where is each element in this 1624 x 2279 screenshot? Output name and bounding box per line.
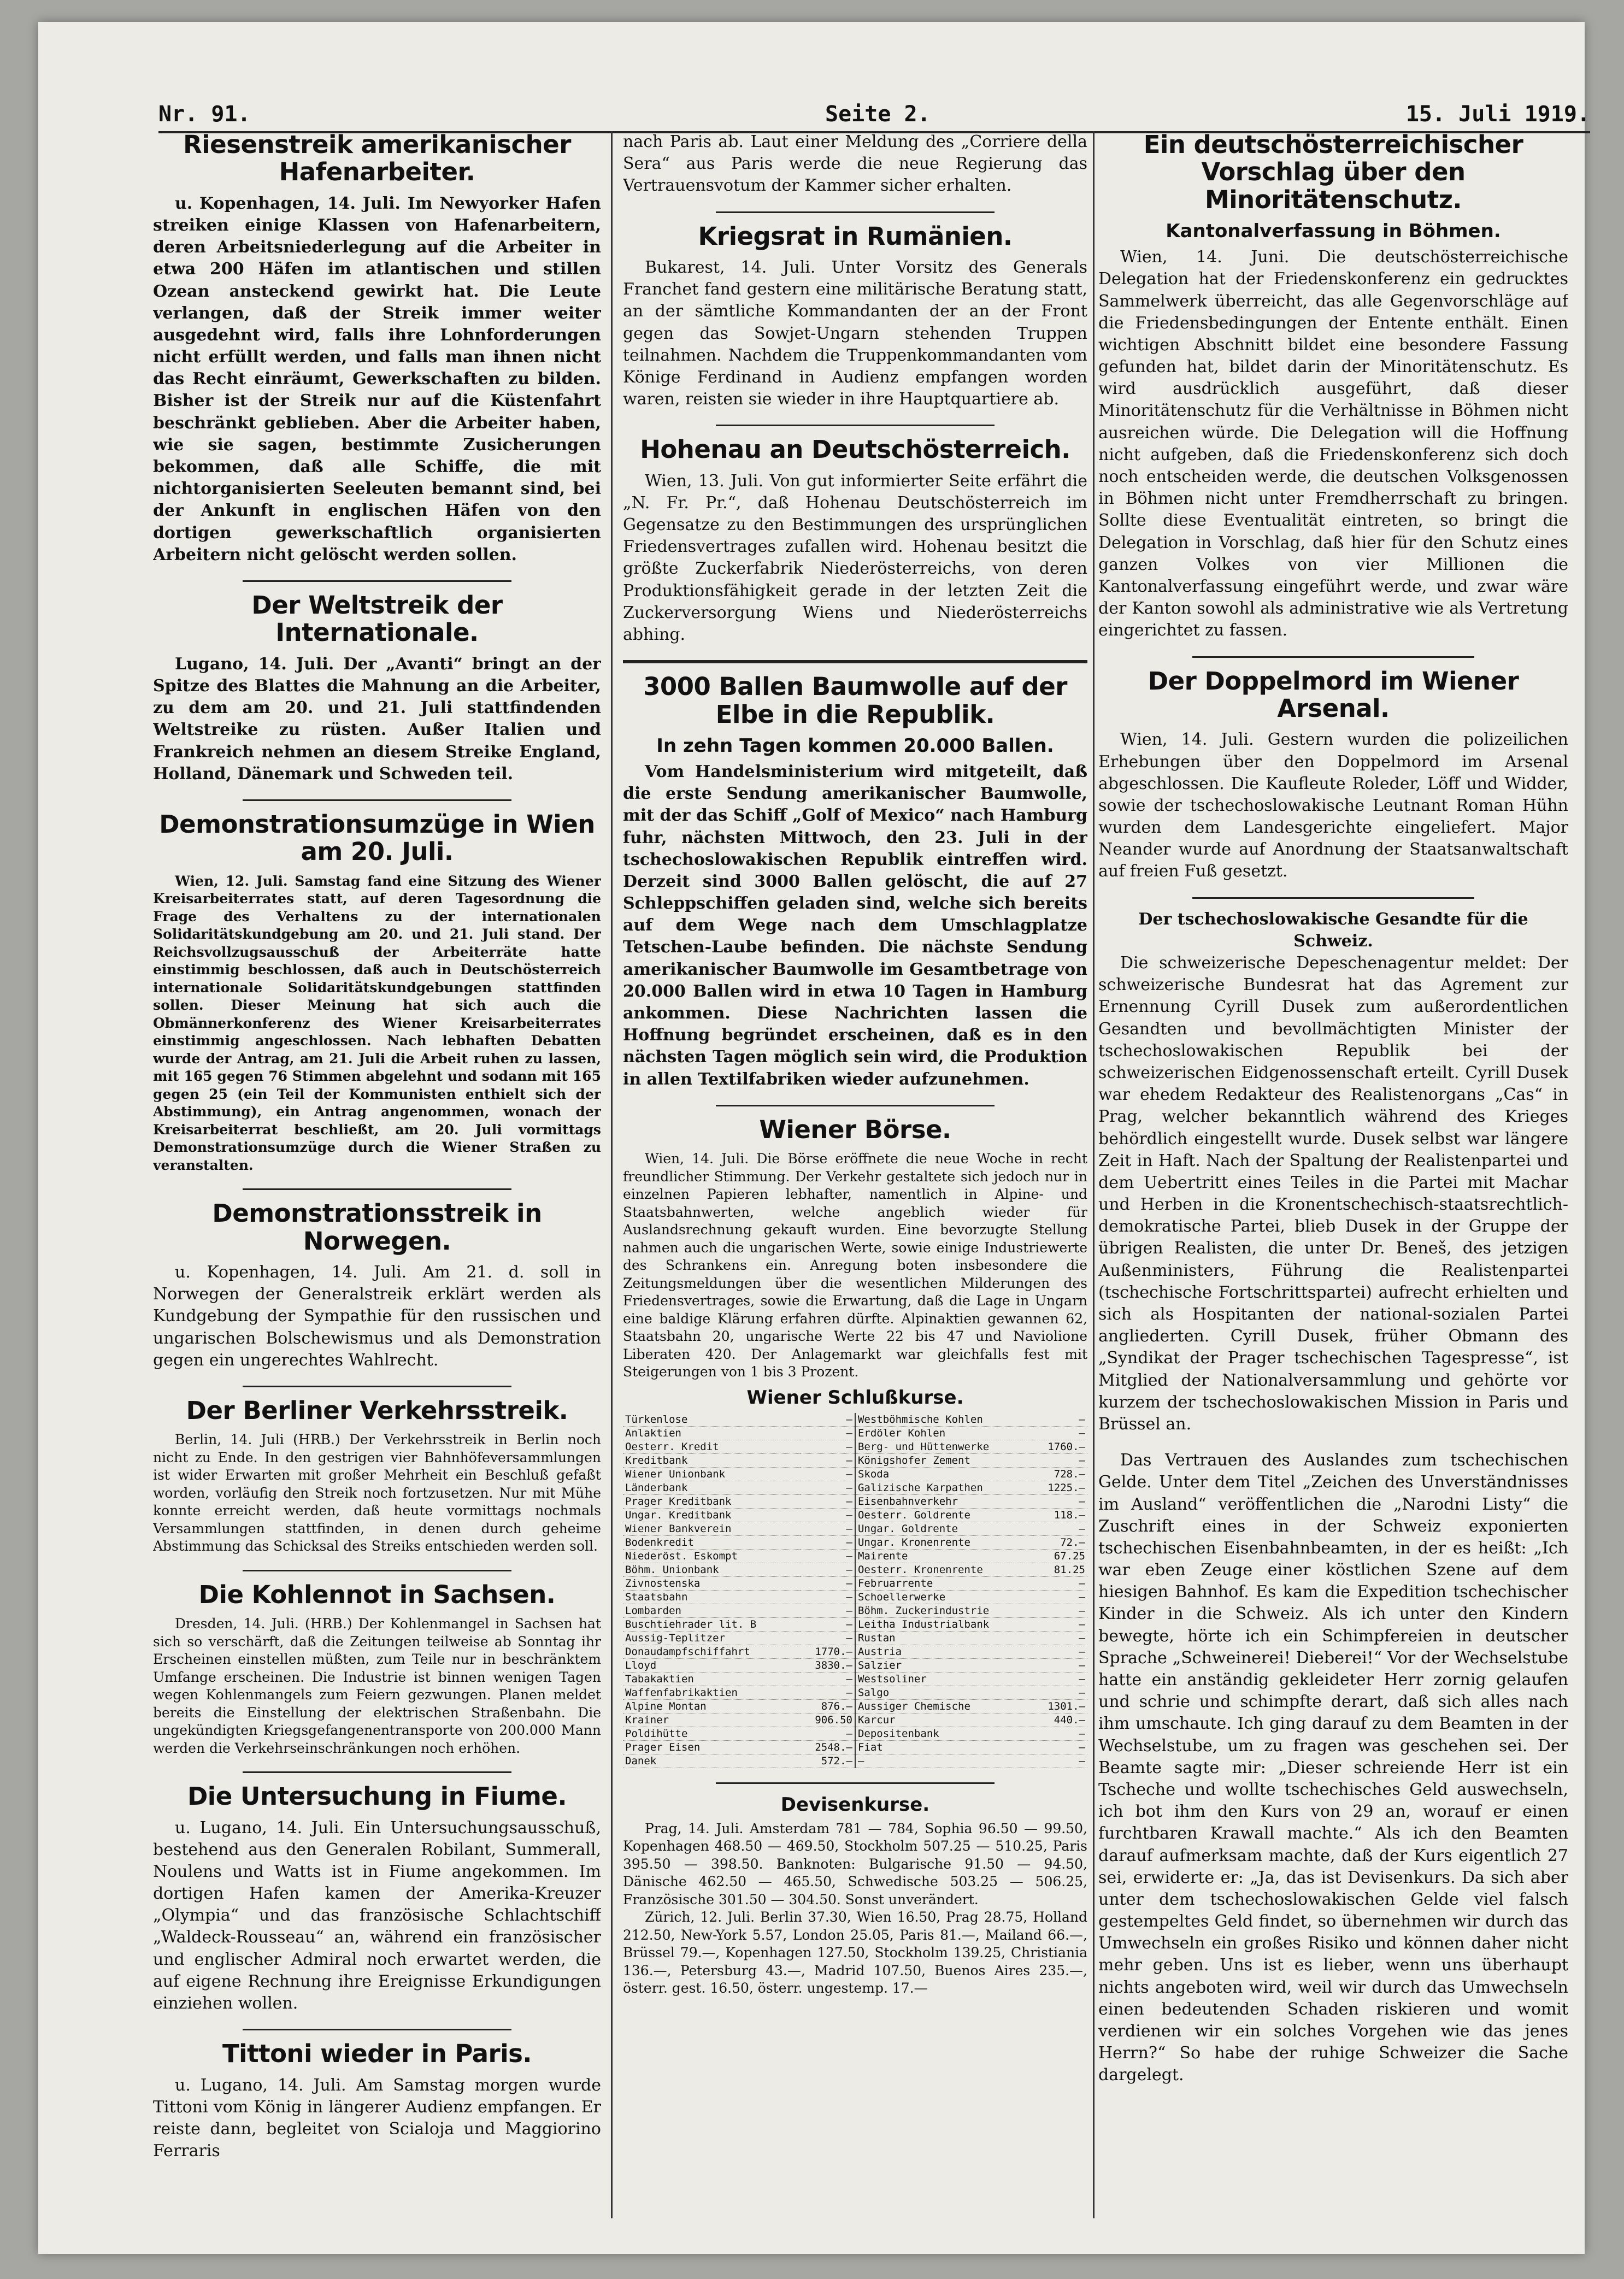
article-kriegsrat [623, 223, 1087, 411]
security-name: Austria [855, 1645, 1033, 1658]
security-price: — [1033, 1672, 1087, 1686]
security-price: — [800, 1494, 855, 1508]
headline: 3000 Ballen Baumwolle auf der Elbe in die Republik. [643, 672, 1067, 729]
security-name: Wiener Bankverein [623, 1522, 800, 1535]
page-number: Seite 2. [825, 102, 931, 127]
security-name: Ungar. Kreditbank [623, 1508, 800, 1522]
article-body: Wien, 13. Juli. Von gut informierter Seite erfährt die „N. Fr. Pr.“, daß Hohenau Deutschösterreich im Gegensatze zu den Bestimmungen des ursprünglichen Friedensvertrages zufallen wird. Hohenau besitzt die größte Zuckerfabrik Niederösterreichs, von deren Produktionsfähigkeit gerade in der letzten Zeit die Zuckerversorgung Wiens und Niederösterreichs abhing. [623, 471, 1087, 644]
security-price: — [1033, 1413, 1087, 1427]
headline: Ein deutschösterreichischer Vorschlag über den Minoritätenschutz. [1143, 131, 1523, 214]
security-price: — [1033, 1590, 1087, 1604]
kurse-row [623, 1508, 1087, 1522]
security-price: — [800, 1617, 855, 1631]
security-price: — [800, 1631, 855, 1645]
security-name: Wiener Unionbank [623, 1467, 800, 1481]
security-name: Oesterr. Kronenrente [855, 1563, 1033, 1576]
kurse-row [623, 1658, 1087, 1672]
security-name: Krainer [623, 1713, 800, 1727]
article-body: u. Kopenhagen, 14. Juli. Im Newyorker Hafen streiken einige Klassen von Hafenarbeitern, deren Arbeitsniederlegung auf die Arbeiter in etwa 200 Häfen im atlantischen und stillen Ozean ansteckend gewirkt hat. Die Leute verlangen, daß der Streik immer weiter ausgedehnt wird, falls ihre Lohnforderungen nicht erfüllt werden, und falls man ihnen nicht das Recht einräumt, Gewerkschaften zu bilden. Bisher ist der Streik nur auf die Küstenfahrt beschränkt geblieben. Aber die Arbeiter haben, wie sie sagen, bestimmte Zusicherungen bekommen, daß alle Schiffe, die mit nichtorganisierten Seeleuten bemannt sind, bei der Ankunft in englischen Häfen von den dortigen gewerkschaftlich organisierten Arbeitern nicht gelöscht werden sollen. [153, 193, 601, 564]
column-rule-1 [611, 131, 613, 2218]
security-name: Fiat [855, 1740, 1033, 1754]
issue-number: Nr. 91. [158, 102, 251, 127]
security-price: 728.— [1033, 1467, 1087, 1481]
security-name: Alpine Montan [623, 1699, 800, 1713]
kurse-row [623, 1672, 1087, 1686]
column-right [1098, 131, 1568, 2218]
kurse-row [623, 1617, 1087, 1631]
security-price: — [800, 1727, 855, 1740]
security-price: 1760.— [1033, 1440, 1087, 1453]
page-header [158, 98, 1590, 133]
security-price: — [800, 1440, 855, 1453]
headline: Der Weltstreik der Internationale. [251, 590, 503, 647]
article-demonstrationsumzuege [153, 811, 601, 1174]
security-name: Lloyd [623, 1658, 800, 1672]
security-name: Leitha Industrialbank [855, 1617, 1033, 1631]
security-price: — [800, 1590, 855, 1604]
issue-date: 15. Juli 1919. [1405, 102, 1590, 127]
article-body-title: Der tschechoslowakische Gesandte für die Schweiz. [1138, 909, 1528, 951]
article-weltstreik [153, 592, 601, 785]
column-middle [623, 131, 1087, 2218]
kurse-row [623, 1494, 1087, 1508]
article-vertrauen-ausland [1098, 1450, 1568, 2086]
article-norwegen [153, 1200, 601, 1371]
subheadline: In zehn Tagen kommen 20.000 Ballen. [656, 734, 1054, 757]
security-name: Zivnostenska [623, 1576, 800, 1590]
article-hafenarbeiter [153, 131, 601, 566]
security-name: Rustan [855, 1631, 1033, 1645]
security-price: — [800, 1481, 855, 1494]
security-name: Mairente [855, 1549, 1033, 1563]
kurse-row [623, 1413, 1087, 1427]
security-price: 72.— [1033, 1535, 1087, 1549]
article-continuation [623, 131, 1087, 197]
security-price: — [800, 1549, 855, 1563]
security-name: Kreditbank [623, 1453, 800, 1467]
security-price: 1301.— [1033, 1699, 1087, 1713]
article-body: Das Vertrauen des Auslandes zum tschechischen Gelde. Unter dem Titel „Zeichen des Unverständnisses im Ausland“ veröffentlichen die „Narodni Listy“ die Zuschrift eines in der Schweiz exponierten tschechischen Eisenbahnbeamten, in der es heißt: „Ich war eben Zeuge einer köstlichen Szene auf dem hiesigen Bahnhof. Es kam die Expedition tschechischer Kinder in die Schweiz. Als ich unter den Kindern bewegte, hörte ich ein Schimpfereien in deutscher Sprache „Schweinerei! Dieberei!“ Vor der Wechselstube hatte ein anständig gekleideter Herr zornig gelaufen und schrie und schimpfte derart, daß sich alles nach ihm umschaute. Ich ging darauf zu dem Beamten in der Wechselstube, um zu fragen was geschehen sei. Der Beamte sagte mir: „Dieser schreiende Herr ist ein Tscheche und wollte tschechisches Geld auswechseln, ich bot ihm den Kurs von 29 an, worauf er einen furchtbaren Krawall machte.“ Als ich den Beamten darauf aufmerksam machte, daß der Kurs eigentlich 27 sei, erwiderte er: „Ja, das ist Devisenkurs. Da sich aber unter dem tschechoslowakischen Gelde viel falsch gestempeltes Geld findet, so übernehmen wir durch das Umwechseln ein großes Risiko und können daher nicht mehr geben. Uns ist es lieber, wenn uns überhaupt nichts angeboten wird, weil wir durch das Umwechseln einen bedeutenden Schaden riskieren und womit verdienen wir ein solches Vorgehen wie das jenes Herrn?“ So habe der ruhige Schweizer die Sache dargelegt. [1098, 1451, 1568, 2085]
security-name: Böhm. Unionbank [623, 1563, 800, 1576]
security-name: Salgo [855, 1686, 1033, 1699]
security-price: — [1033, 1754, 1087, 1768]
security-name: Poldihütte [623, 1727, 800, 1740]
kurse-row [623, 1754, 1087, 1768]
security-name: Eisenbahnverkehr [855, 1494, 1033, 1508]
security-price: — [1033, 1604, 1087, 1617]
kurse-row [623, 1563, 1087, 1576]
security-price: — [800, 1508, 855, 1522]
article-body: u. Kopenhagen, 14. Juli. Am 21. d. soll in Norwegen der Generalstreik erklärt werden als Kundgebung der Sympathie für den russischen und ungarischen Bolschewismus und als Demonstration gegen ein ungerechtes Wahlrecht. [153, 1262, 601, 1370]
article-body: Dresden, 14. Juli. (HRB.) Der Kohlenmangel in Sachsen hat sich so verschärft, daß die Zeitungen teilweise ab Sonntag ihr Erscheinen einstellen müßten, zum Teile nur in beschränktem Umfange erscheinen. Die Industrie ist binnen wenigen Tagen wegen Kohlenmangels zum Feiern gezwungen. Planen meldet bereits die Einstellung der elektrischen Straßenbahn. Die ungekündigten Kriegsgefangenentransporte von 200.000 Mann werden die Verkehrseinschränkungen noch erhöhen. [153, 1616, 601, 1756]
security-name: Anlaktien [623, 1426, 800, 1440]
security-price: — [1033, 1617, 1087, 1631]
security-price: — [1033, 1686, 1087, 1699]
kurse-row [623, 1686, 1087, 1699]
security-name: Donaudampfschiffahrt [623, 1645, 800, 1658]
security-name: Aussiger Chemische [855, 1699, 1033, 1713]
headline: Demonstrationsumzüge in Wien am 20. Juli. [159, 809, 595, 867]
kurse-row [623, 1467, 1087, 1481]
security-price: — [1033, 1658, 1087, 1672]
security-price: — [800, 1604, 855, 1617]
headline: Tittoni wieder in Paris. [222, 2039, 532, 2069]
security-price: — [800, 1453, 855, 1467]
security-name: Schoellerwerke [855, 1590, 1033, 1604]
article-body: Lugano, 14. Juli. Der „Avanti“ bringt an der Spitze des Blattes die Mahnung an die Arbeiter, zu dem am 20. und 21. Juli stattfindenden Weltstreike zu rüsten. Außer Italien und Frankreich nehmen an diesem Streike England, Holland, Dänemark und Schweden teil. [153, 654, 601, 784]
security-price: — [800, 1563, 855, 1576]
kurse-row [623, 1576, 1087, 1590]
headline: Wiener Börse. [759, 1115, 951, 1144]
security-name: Niederöst. Eskompt [623, 1549, 800, 1563]
article-tittoni [153, 2040, 601, 2162]
security-name: Tabakaktien [623, 1672, 800, 1686]
security-name: Länderbank [623, 1481, 800, 1494]
column-left [153, 131, 601, 2218]
kurse-row [623, 1590, 1087, 1604]
headline: Die Untersuchung in Fiume. [187, 1782, 567, 1811]
security-price: 118.— [1033, 1508, 1087, 1522]
security-price: 440.— [1033, 1713, 1087, 1727]
security-price: 876.— [800, 1699, 855, 1713]
headline: Die Kohlennot in Sachsen. [198, 1580, 556, 1609]
security-name: Februarrente [855, 1576, 1033, 1590]
security-name: Königshofer Zement [855, 1453, 1033, 1467]
security-price: — [1033, 1494, 1087, 1508]
security-price: — [800, 1672, 855, 1686]
devisen-prag: Prag, 14. Juli. Amsterdam 781 — 784, Sophia 96.50 — 99.50, Kopenhagen 468.50 — 469.50, Stockholm 507.25 — 510.25, Paris 395.50 — 398.50. Banknoten: Bulgarische 91.50 — 94.50, Dänische 462.50 — 465.50, Schwedische 503.25 — 506.25, Französische 301.50 — 304.50. Sonst unverändert. [623, 1820, 1087, 1907]
kurse-row [623, 1631, 1087, 1645]
headline: Hohenau an Deutschösterreich. [640, 435, 1070, 464]
headline: Der Berliner Verkehrsstreik. [186, 1395, 568, 1425]
security-name: Berg- und Hüttenwerke [855, 1440, 1033, 1453]
article-baumwolle [623, 673, 1087, 1091]
kurse-row [623, 1481, 1087, 1494]
article-body: u. Lugano, 14. Juli. Ein Untersuchungsausschuß, bestehend aus den Generalen Robilant, Summerall, Noulens und Watts ist in Fiume angekommen. Im dortigen Hafen kamen der Amerika-Kreuzer „Olympia“ und das französische Schlachtschiff „Waldeck-Rousseau“ an, während ein französischer und englischer Admiral noch erwartet werden, die auf eigene Rechnung ihre Ereignisse Erkundigungen einziehen wollen. [153, 1818, 601, 2013]
security-name: Waffenfabrikaktien [623, 1686, 800, 1699]
security-price: — [1033, 1727, 1087, 1740]
security-price: — [1033, 1453, 1087, 1467]
headline: Kriegsrat in Rumänien. [698, 221, 1013, 251]
security-price: 2548.— [800, 1740, 855, 1754]
security-price: — [1033, 1645, 1087, 1658]
security-price: — [800, 1686, 855, 1699]
article-boerse [623, 1116, 1087, 1768]
article-body: Vom Handelsministerium wird mitgeteilt, daß die erste Sendung amerikanischer Baumwolle, mit der das Schiff „Golf of Mexico“ nach Hamburg fuhr, nächsten Mittwoch, den 23. Juli in der tschechoslowakischen Republik eintreffen wird. Derzeit sind 3000 Ballen gelöscht, die auf 27 Schleppschiffen geladen sind, welche sich bereits auf dem Wege nach dem Umschlagplatze Tetschen-Laube befinden. Die nächste Sendung amerikanischer Baumwolle im Gesamtbetrage von 20.000 Ballen wird in etwa 10 Tagen in Hamburg ankommen. Diese Nachrichten lassen die Hoffnung begründet erscheinen, daß es in den nächsten Tagen möglich sein wird, die Produktion in allen Textilfabriken wieder aufzunehmen. [623, 762, 1087, 1089]
article-verkehrsstreik [153, 1397, 601, 1556]
article-kohlennot [153, 1581, 601, 1757]
kurse-row [623, 1549, 1087, 1563]
security-name: Danek [623, 1754, 800, 1768]
security-name: Buschtiehrader lit. B [623, 1617, 800, 1631]
article-body: Bukarest, 14. Juli. Unter Vorsitz des Generals Franchet fand gestern eine militärische Beratung statt, an der sämtliche Kommandanten der an der Front gegen das Sowjet-Ungarn stehenden Truppen teilnahmen. Nachdem die Truppenkommandanten vom Könige Ferdinand in Audienz empfangen worden waren, reisten sie wieder in ihre Hauptquartiere ab. [623, 257, 1087, 409]
security-name: Galizische Karpathen [855, 1481, 1033, 1494]
article-body: u. Lugano, 14. Juli. Am Samstag morgen wurde Tittoni vom König in längerer Audienz empfangen. Er reiste dann, begleitet von Scialoja und Maggiorino Ferraris [153, 2075, 601, 2161]
security-price: — [1033, 1740, 1087, 1754]
security-price: 81.25 [1033, 1563, 1087, 1576]
security-name: — [855, 1754, 1033, 1768]
article-doppelmord [1098, 668, 1568, 883]
article-body: nach Paris ab. Laut einer Meldung des „Corriere della Sera“ aus Paris werde die neue Regierung das Vertrauensvotum der Kammer sicher erhalten. [623, 132, 1087, 196]
article-devisen [623, 1794, 1087, 1998]
article-fiume [153, 1783, 601, 2015]
security-name: Türkenlose [623, 1413, 800, 1427]
security-name: Aussig-Teplitzer [623, 1631, 800, 1645]
article-body: Wien, 14. Juli. Die Börse eröffnete die neue Woche in recht freundlicher Stimmung. Der Verkehr gestaltete sich jedoch nur in einzelnen Papieren lebhafter, namentlich in Alpine- und Staatsbahnwerten, welche angeblich wieder für Auslandsrechnung gekauft wurden. Eine bevorzugte Stellung nahmen auch die ungarischen Werte, sowie einige Industriewerte des Schrankens ein. Anregung boten insbesondere die Zeitungsmeldungen über die wesentlichen Milderungen des Friedensvertrages, sowie die Erwartung, daß die Lage in Ungarn eine baldige Klärung erfahren dürfte. Alpinaktien gewannen 62, Staatsbahn 20, ungarische Werte 22 bis 47 und Naviolione Liberaten 420. Der Anlagemarkt war gleichfalls fest mit Steigerungen von 1 bis 3 Prozent. [623, 1151, 1087, 1380]
article-minoritaetenschutz [1098, 131, 1568, 642]
kurse-row [623, 1727, 1087, 1740]
security-name: Staatsbahn [623, 1590, 800, 1604]
security-price: — [1033, 1426, 1087, 1440]
article-gesandte [1098, 909, 1568, 1436]
security-price: — [800, 1413, 855, 1427]
security-name: Böhm. Zuckerindustrie [855, 1604, 1033, 1617]
security-name: Ungar. Goldrente [855, 1522, 1033, 1535]
security-price: 906.50 [800, 1713, 855, 1727]
security-name: Oesterr. Kredit [623, 1440, 800, 1453]
kurse-row [623, 1426, 1087, 1440]
security-price: — [800, 1576, 855, 1590]
security-price: 67.25 [1033, 1549, 1087, 1563]
security-name: Prager Eisen [623, 1740, 800, 1754]
security-name: Lombarden [623, 1604, 800, 1617]
article-body: Wien, 14. Juli. Gestern wurden die polizeilichen Erhebungen über den Doppelmord im Arsenal abgeschlossen. Die Kaufleute Roleder, Löff und Widder, sowie der tschechoslowakische Leutnant Roman Hühn wurden dem Landesgerichte eingeliefert. Major Neander wurde auf Anordnung der Staatsanwaltschaft auf freien Fuß gesetzt. [1098, 730, 1568, 881]
article-body: Wien, 14. Juni. Die deutschösterreichische Delegation hat der Friedenskonferenz ein gedrucktes Sammelwerk überreicht, das alle Gegenvorschläge auf die Friedensbedingungen der Entente enthält. Einen wichtigen Abschnitt bildet eine besondere Fassung gefunden hat, bildet darin der Minoritätenschutz. Es wird ausdrücklich ausgeführt, daß dieser Minoritätenschutz für die Verhältnisse in Böhmen nicht ausreichen würde. Die Delegation will die Hoffnung nicht aufgeben, daß die Friedenskonferenz sich doch noch entscheiden werde, die deutschen Volksgenossen in Böhmen nicht unter Fremdherrschaft zu bringen. Sollte diese Eventualität eintreten, so bringt die Delegation in Vorschlag, daß hier für den Schutz eines ganzen Volkes von vier Millionen die Kantonalverfassung eingeführt werde, und zwar wäre der Kanton sowohl als administrative wie als Vertretung eingerichtet zu fassen. [1098, 248, 1568, 640]
security-price: 3830.— [800, 1658, 855, 1672]
article-body: Berlin, 14. Juli (HRB.) Der Verkehrsstreik in Berlin noch nicht zu Ende. In den gestrigen vier Bahnhöfeversammlungen ist wider Erwarten mit großer Mehrheit ein Beschluß gefaßt worden, vorläufig den Streik noch fortzusetzen. Nur mit Mühe konnte erreicht werden, daß heute vormittags nochmals Versammlungen stattfinden, in denen durch geheime Abstimmung das Schicksal des Streiks entschieden werden soll. [153, 1432, 601, 1554]
security-name: Skoda [855, 1467, 1033, 1481]
schlusskurse-title: Wiener Schlußkurse. [746, 1386, 964, 1409]
security-name: Karcur [855, 1713, 1033, 1727]
security-name: Westsoliner [855, 1672, 1033, 1686]
security-price: 1225.— [1033, 1481, 1087, 1494]
security-price: — [1033, 1631, 1087, 1645]
security-name: Erdöler Kohlen [855, 1426, 1033, 1440]
kurse-row [623, 1645, 1087, 1658]
kurse-row [623, 1604, 1087, 1617]
headline: Der Doppelmord im Wiener Arsenal. [1148, 666, 1519, 723]
kurse-row [623, 1440, 1087, 1453]
devisen-title: Devisenkurse. [780, 1793, 930, 1816]
article-hohenau [623, 436, 1087, 646]
security-price: — [800, 1426, 855, 1440]
kurse-row [623, 1522, 1087, 1535]
devisen-zuerich: Zürich, 12. Juli. Berlin 37.30, Wien 16.50, Prag 28.75, Holland 212.50, New-York 5.57, London 25.05, Paris 81.—, Mailand 66.—, Brüssel 79.—, Kopenhagen 127.50, Stockholm 139.25, Christiania 136.—, Petersburg 43.—, Madrid 107.50, Buenos Aires 235.—, österr. gest. 16.50, österr. ungestemp. 17.— [623, 1909, 1087, 1997]
security-price: — [1033, 1576, 1087, 1590]
security-price: — [1033, 1522, 1087, 1535]
security-name: Ungar. Kronenrente [855, 1535, 1033, 1549]
security-name: Depositenbank [855, 1727, 1033, 1740]
kurse-row [623, 1535, 1087, 1549]
kurse-row [623, 1740, 1087, 1754]
article-body: Die schweizerische Depeschenagentur meldet: Der schweizerische Bundesrat hat das Agrement zur Ernennung Cyrill Dusek zum außerordentlichen Gesandten und bevollmächtigten Minister der tschechoslowakischen Republik bei der schweizerischen Eidgenossenschaft erteilt. Cyrill Dusek war ehedem Redakteur des Realistenorgans „Cas“ in Prag, welcher bekanntlich während des Krieges behördlich eingestellt wurde. Dusek selbst war längere Zeit in Haft. Nach der Spaltung der Realistenpartei und dem Uebertritt eines Teiles in die Partei mit Machar und Herben in die Kronentschechisch-staatsrechtlich-demokratische Partei, blieb Dusek in der Gruppe der übrigen Realisten, die unter Dr. Beneš, des jetzigen Außenministers, Führung die Realistenpartei (tschechische Fortschrittspartei) aufrecht erhielten und sich als Hospitanten der national-sozialen Partei angliederten. Cyrill Dusek, früher Obmann des „Syndikat der Prager tschechischen Tagespresse“, ist Mitglied der Nationalversammlung und gehörte vor kurzem der tschechoslowakischen Mission in Paris und Brüssel an. [1098, 953, 1568, 1434]
security-price: 572.— [800, 1754, 855, 1768]
article-body: Wien, 12. Juli. Samstag fand eine Sitzung des Wiener Kreisarbeiterrates statt, auf deren Tagesordnung die Frage des Verhaltens zu der internationalen Solidaritätskundgebung am 20. und 21. Juli stand. Der Reichsvollzugsausschuß der Arbeiterräte hatte einstimmig beschlossen, daß auch in Deutschösterreich internationale Solidaritätskundgebungen stattfinden sollen. Dieser Meinung hat sich auch die Obmännerkonferenz des Wiener Kreisarbeiterrates einstimmig angeschlossen. Nach lebhaften Debatten wurde der Antrag, am 21. Juli die Arbeit ruhen zu lassen, mit 165 gegen 76 Stimmen abgelehnt und sodann mit 165 gegen 25 (ein Teil der Kommunisten enthielt sich der Abstimmung), ein Antrag angenommen, wonach der Kreisarbeiterrat beschließt, am 20. Juli vormittags Demonstrationsumzüge durch die Wiener Straßen zu veranstalten. [153, 873, 601, 1173]
kurse-row [623, 1713, 1087, 1727]
security-price: — [800, 1535, 855, 1549]
security-price: — [800, 1467, 855, 1481]
security-name: Prager Kreditbank [623, 1494, 800, 1508]
security-name: Oesterr. Goldrente [855, 1508, 1033, 1522]
headline: Riesenstreik amerikanischer Hafenarbeiter. [183, 131, 571, 187]
subheadline: Kantonalverfassung in Böhmen. [1166, 220, 1501, 243]
security-price: — [800, 1522, 855, 1535]
headline: Demonstrationsstreik in Norwegen. [212, 1199, 542, 1256]
kurse-row [623, 1699, 1087, 1713]
security-name: Bodenkredit [623, 1535, 800, 1549]
security-name: Salzier [855, 1658, 1033, 1672]
security-name: Westböhmische Kohlen [855, 1413, 1033, 1427]
column-rule-2 [1093, 131, 1095, 2218]
kurse-row [623, 1453, 1087, 1467]
schlusskurse-table [623, 1413, 1087, 1768]
security-price: 1770.— [800, 1645, 855, 1658]
